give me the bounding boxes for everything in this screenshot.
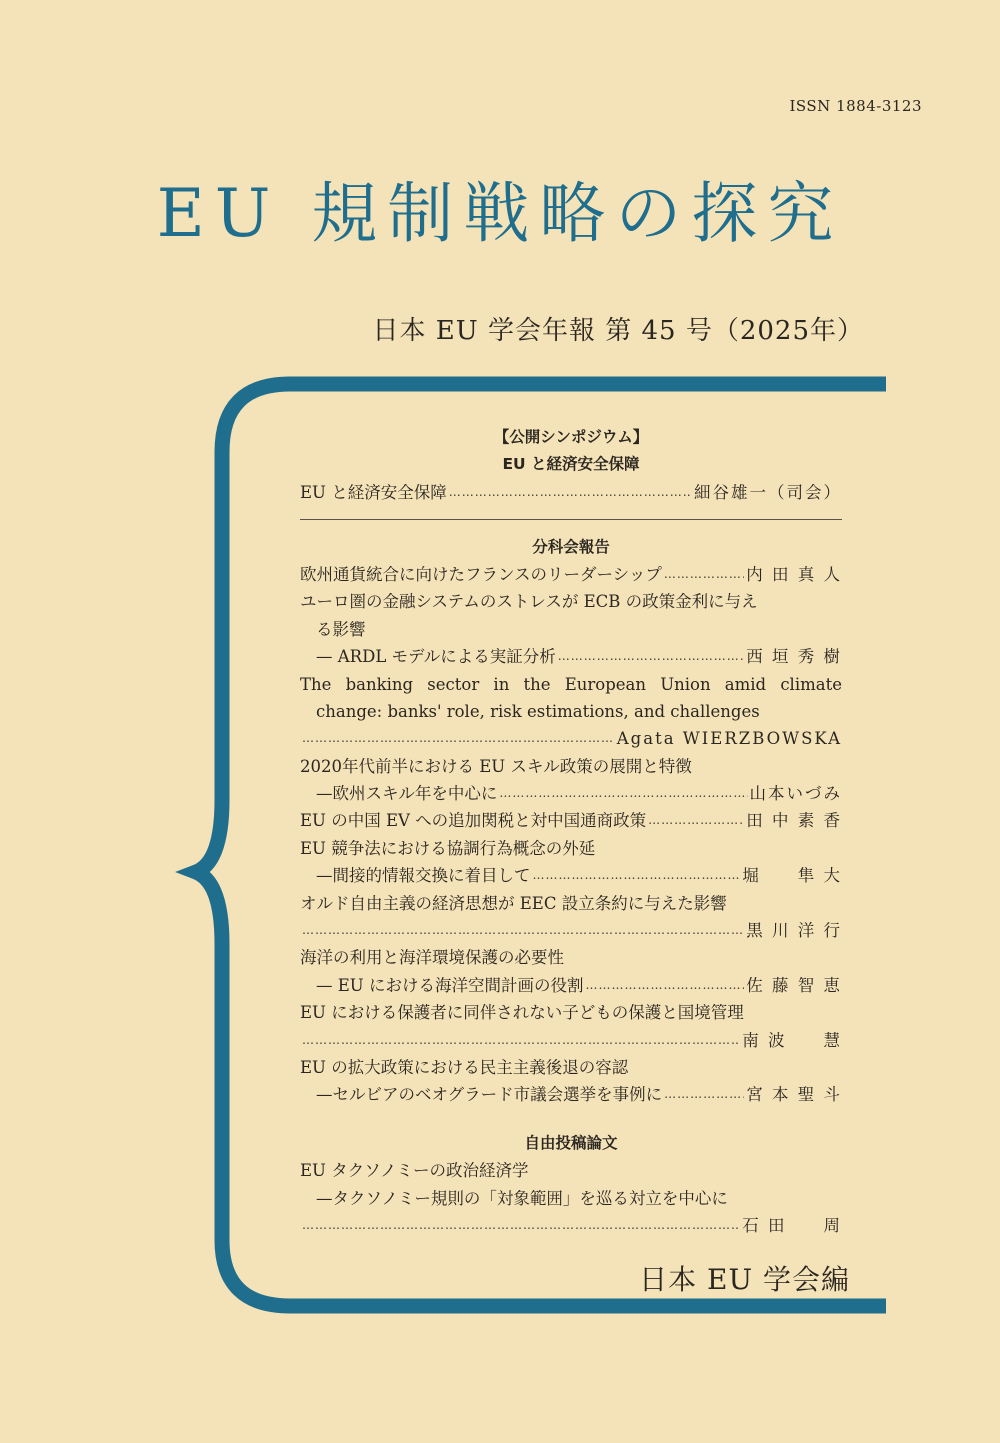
entry-author: 山本いづみ — [749, 784, 842, 804]
section-heading — [300, 424, 842, 451]
toc-entry — [300, 890, 842, 917]
toc-entry — [300, 862, 842, 889]
entry-author: 宮 本 聖 斗 — [746, 1085, 842, 1105]
entry-title: —タクソノミー規則の「対象範囲」を巡る対立を中心に — [316, 1188, 728, 1208]
toc-entry — [300, 725, 842, 752]
toc-entry — [300, 999, 842, 1026]
entry-title: EU タクソノミーの政治経済学 — [300, 1161, 529, 1181]
toc-entry — [300, 944, 842, 971]
toc-entry — [300, 1027, 842, 1054]
entry-author: Agata WIERZBOWSKA — [616, 729, 842, 749]
entry-title: 2020年代前半における EU スキル政策の展開と特徴 — [300, 756, 692, 776]
toc-entry — [300, 1054, 842, 1081]
dot-leader — [302, 917, 744, 944]
heading-text: 自由投稿論文 — [524, 1133, 618, 1152]
entry-title: — ARDL モデルによる実証分析 — [316, 647, 556, 667]
book-title: EU 規制戦略の探究 — [156, 175, 844, 252]
toc-entry — [300, 753, 842, 780]
toc-entry — [300, 780, 842, 807]
dot-leader — [302, 725, 615, 752]
entry-title: る影響 — [316, 619, 366, 639]
entry-title: ユーロ圏の金融システムのストレスが ECB の政策金利に与え — [300, 592, 758, 612]
issn-number: ISSN 1884-3123 — [789, 97, 922, 115]
toc-entry — [300, 698, 842, 725]
toc-entry — [300, 972, 842, 999]
entry-author: 堀 隼 大 — [742, 866, 842, 886]
dot-leader — [449, 479, 692, 506]
entry-title: EU における保護者に同伴されない子どもの保護と国境管理 — [300, 1003, 744, 1023]
toc-entry — [300, 1157, 842, 1184]
section-divider — [300, 506, 842, 533]
dot-leader — [664, 1081, 744, 1108]
section-heading — [300, 451, 842, 478]
heading-text: 【公開シンポジウム】 — [493, 428, 649, 446]
entry-author: 石 田 周 — [742, 1215, 842, 1235]
entry-title: EU と経済安全保障 — [300, 482, 447, 502]
toc-entry — [300, 835, 842, 862]
toc-entry — [300, 643, 842, 670]
entry-author: 田 中 素 香 — [746, 811, 842, 831]
entry-title: EU 競争法における協調行為概念の外延 — [300, 838, 596, 858]
heading-text: 分科会報告 — [532, 537, 610, 556]
entry-title: 欧州通貨統合に向けたフランスのリーダーシップ — [300, 564, 662, 584]
heading-text: EU と経済安全保障 — [502, 455, 640, 474]
entry-title: オルド自由主義の経済思想が EEC 設立条約に与えた影響 — [300, 893, 727, 913]
toc-entry — [300, 671, 842, 698]
dot-leader — [302, 1212, 740, 1239]
entry-author: 南 波 慧 — [742, 1030, 842, 1050]
dot-leader — [664, 561, 744, 588]
entry-author: 内 田 真 人 — [746, 564, 842, 584]
toc-entry — [300, 807, 842, 834]
dot-leader — [533, 862, 741, 889]
dot-leader — [302, 1027, 740, 1054]
entry-title: —欧州スキル年を中心に — [316, 784, 498, 804]
toc-entry — [300, 1212, 842, 1239]
toc-entry — [300, 479, 842, 506]
entry-author: 佐 藤 智 恵 — [746, 975, 842, 995]
dot-leader — [648, 807, 744, 834]
table-of-contents — [300, 424, 842, 1239]
entry-title: change: banks' role, risk estimations, and challenges — [316, 701, 760, 721]
dot-leader — [499, 780, 747, 807]
entry-title: — EU における海洋空間計画の役割 — [316, 975, 584, 995]
publisher: 日本 EU 学会編 — [639, 1263, 850, 1296]
entry-author: 黒 川 洋 行 — [746, 921, 842, 941]
entry-title: —セルビアのベオグラード市議会選挙を事例に — [316, 1085, 663, 1105]
entry-title: EU の拡大政策における民主主義後退の容認 — [300, 1057, 629, 1077]
dot-leader — [585, 972, 744, 999]
entry-title: —間接的情報交換に着目して — [316, 866, 531, 886]
section-heading — [300, 534, 842, 561]
entry-author: 西 垣 秀 樹 — [746, 647, 842, 667]
toc-entry — [300, 616, 842, 643]
dot-leader — [558, 643, 745, 670]
entry-title: 海洋の利用と海洋環境保護の必要性 — [300, 948, 564, 968]
toc-entry — [300, 1185, 842, 1212]
toc-entry — [300, 917, 842, 944]
entry-author: 細谷雄一（司会） — [694, 482, 842, 502]
entry-title: The banking sector in the European Union amid climate — [300, 674, 842, 694]
toc-entry — [300, 1081, 842, 1108]
section-heading — [300, 1130, 842, 1157]
book-subtitle: 日本 EU 学会年報 第 45 号（2025年） — [372, 316, 864, 346]
entry-title: EU の中国 EV への追加関税と対中国通商政策 — [300, 811, 647, 831]
toc-entry — [300, 561, 842, 588]
toc-entry — [300, 588, 842, 615]
